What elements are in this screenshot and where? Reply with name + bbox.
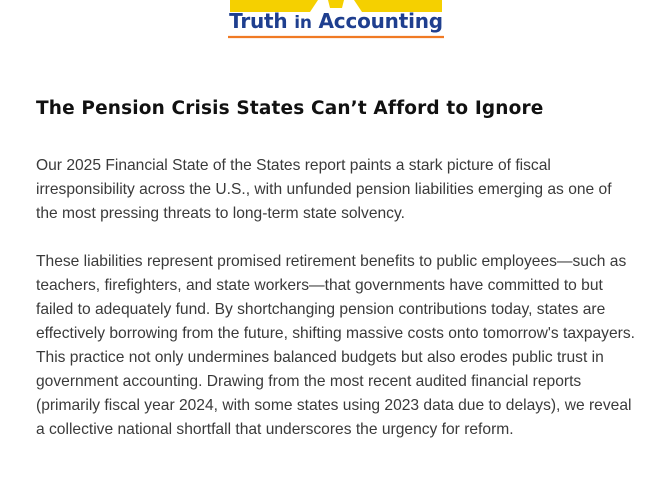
logo-word-in: in (294, 13, 312, 33)
logo-word-accounting: Accounting (318, 9, 443, 33)
article-paragraph-liabilities: These liabilities represent promised retirement benefits to public employees—such as teachers, firefighters, and state workers—that governments have committed to but failed to adequately fund. By shortchanging pension contributions today, states are effectively borrowing from the future, shifting massive costs onto tomorrow's taxpayers. This practice not only undermines balanced budgets but also erodes public trust in government accounting. Drawing from the most recent audited financial reports (primarily fiscal year 2024, with some states using 2023 data due to delays), we reveal a collective national shortfall that underscores the urgency for reform. (36, 253, 635, 438)
article-title: The Pension Crisis States Can’t Afford to Ignore (36, 98, 544, 119)
article-paragraph-intro: Our 2025 Financial State of the States report paints a stark picture of fiscal irresponsibility across the U.S., with unfunded pension liabilities emerging as one of the most pressing threats to long-term state solvency. (36, 157, 612, 222)
logo-wordmark (226, 9, 446, 33)
logo-word-truth: Truth (229, 9, 288, 33)
truth-in-accounting-logo[interactable] (222, 0, 450, 42)
